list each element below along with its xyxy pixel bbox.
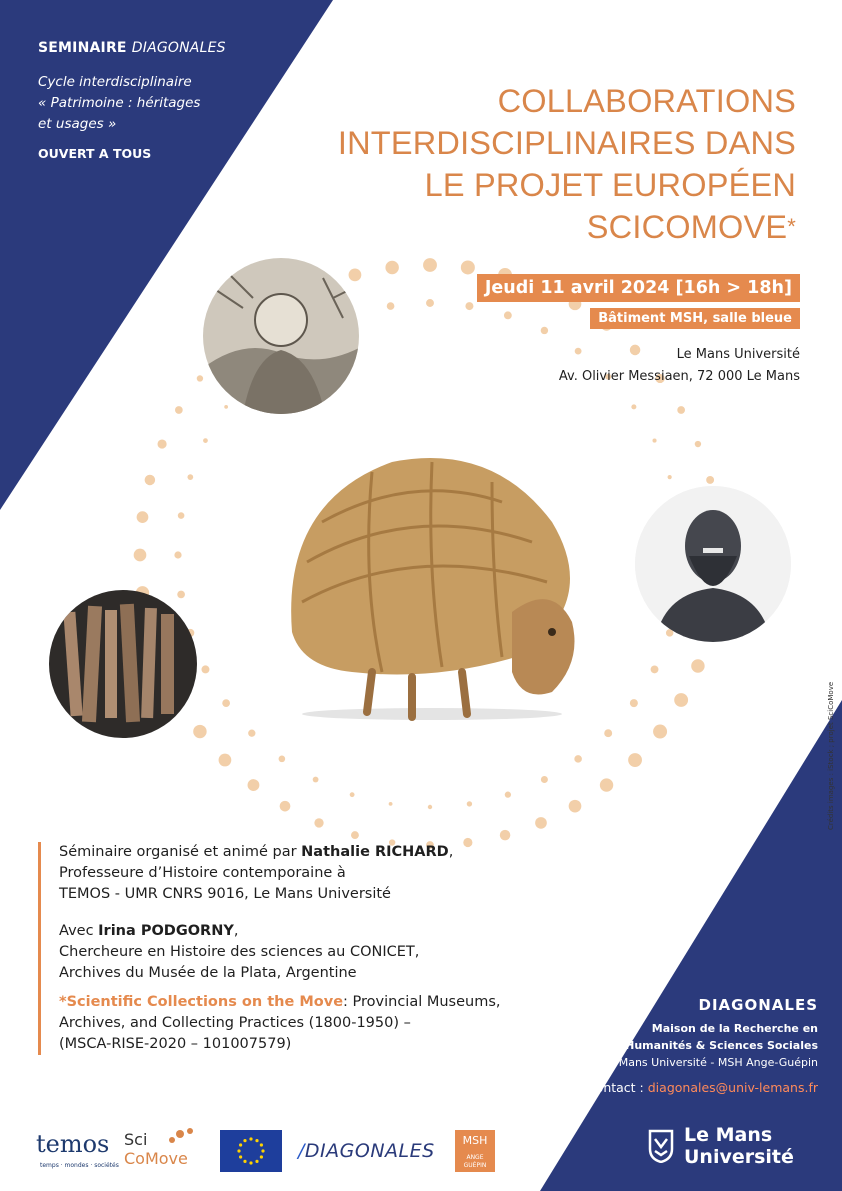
ring-dot [651, 665, 659, 673]
ring-dot [628, 753, 642, 767]
diagonales-title: DIAGONALES [698, 996, 818, 1014]
ring-dot [465, 302, 473, 310]
ring-dot [279, 756, 286, 763]
ring-dot [461, 260, 475, 274]
main-title [276, 80, 796, 248]
ring-dot [541, 327, 548, 334]
wooden-sticks-image [49, 590, 197, 738]
eu-star-icon [239, 1155, 242, 1158]
ring-dot [349, 269, 362, 282]
ring-dot [630, 699, 638, 707]
eu-star-icon [261, 1149, 264, 1152]
ring-dot [248, 730, 255, 737]
ring-dot [203, 438, 208, 443]
ring-dot [145, 475, 156, 486]
ring-dot [674, 693, 688, 707]
series-label: SEMINAIRE [38, 40, 127, 56]
ring-dot [600, 778, 613, 791]
ring-dot [695, 441, 701, 447]
ring-dot [175, 406, 183, 414]
eu-star-icon [237, 1149, 240, 1152]
le-mans-universite-logo [648, 1124, 794, 1168]
slash-icon: / [298, 1140, 305, 1162]
le-mans-shield-icon [648, 1129, 674, 1163]
eu-stars-icon [220, 1130, 282, 1172]
title-line: COLLABORATIONS [497, 83, 796, 119]
ring-dot [219, 754, 232, 767]
project-acronym: SCICOMOVE [586, 209, 788, 245]
armadillo-image [262, 432, 602, 722]
ring-dot [193, 725, 206, 738]
ring-dot [428, 805, 432, 809]
guest-affiliation: Archives du Musée de la Plata, Argentine [59, 965, 357, 981]
ring-dot [350, 792, 355, 797]
logo-text: DIAGONALES [304, 1140, 435, 1162]
diagonales-subtitle: Maison de la Recherche en [651, 1022, 818, 1035]
ring-dot [313, 777, 319, 783]
ring-dot [187, 474, 193, 480]
title-line [276, 206, 796, 248]
series-title [38, 40, 226, 56]
eu-flag-logo [220, 1130, 282, 1172]
msh-ange-guepin-logo [455, 1130, 495, 1172]
eu-star-icon [243, 1139, 246, 1142]
guest-paragraph: Avec Irina PODGORNY, Chercheure en Histoire des sciences au CONICET, Archives du Musée de la Plata, Argentine [59, 923, 420, 981]
ring-dot [467, 801, 472, 806]
contact-line [518, 1080, 818, 1095]
logo-text: CoMove [124, 1149, 188, 1168]
ring-dot [197, 375, 203, 381]
ring-dot [426, 299, 434, 307]
bottom-right-navy-triangle [540, 700, 842, 1191]
ring-dot [423, 258, 437, 272]
temos-logo: temos [36, 1130, 110, 1158]
cycle-line: Cycle interdisciplinaire [38, 74, 192, 90]
cycle-line: « Patrimoine : héritages [38, 95, 201, 111]
diagonales-subtitle: Humanités & Sciences Sociales [625, 1039, 818, 1052]
ring-dot [137, 511, 149, 523]
event-date-badge: Jeudi 11 avril 2024 [16h > 18h] [477, 274, 800, 302]
eu-star-icon [243, 1160, 246, 1163]
ring-dot [314, 818, 323, 827]
eu-star-icon [260, 1143, 263, 1146]
asterisk: * [787, 214, 796, 239]
prehistoric-bust-image [635, 486, 791, 642]
ring-dot [668, 475, 672, 479]
speakers-info [38, 842, 518, 1055]
diagonales-university: Le Mans Université - MSH Ange-Guépin [602, 1056, 818, 1069]
ring-dot [385, 261, 398, 274]
ring-dot [652, 439, 656, 443]
project-name: *Scientific Collections on the Move [59, 994, 344, 1010]
ring-dot [535, 817, 547, 829]
diagonales-logo [298, 1140, 435, 1162]
ring-dot [387, 302, 395, 310]
ring-dot [248, 779, 260, 791]
portrait-engraving-image [203, 258, 359, 414]
open-to-all-label: OUVERT A TOUS [38, 146, 152, 161]
logo-text: Université [684, 1146, 794, 1168]
ring-dot [677, 406, 685, 414]
eu-star-icon [239, 1143, 242, 1146]
ring-dot [505, 792, 511, 798]
ring-dot [134, 549, 147, 562]
ring-dot [201, 665, 209, 673]
project-grant: (MSCA-RISE-2020 – 101007579) [59, 1036, 292, 1052]
contact-email-link[interactable]: diagonales@univ-lemans.fr [647, 1080, 818, 1095]
project-paragraph [59, 992, 518, 1055]
project-desc: Archives, and Collecting Practices (1800-1950) – [59, 1015, 411, 1031]
diagonales-contact-block [518, 996, 818, 1095]
ring-dot [157, 439, 166, 448]
ring-dot [280, 801, 291, 812]
event-place-badge: Bâtiment MSH, salle bleue [590, 308, 800, 329]
eu-star-icon [255, 1160, 258, 1163]
ring-dot [178, 512, 185, 519]
title-line: INTERDISCIPLINAIRES DANS [337, 125, 796, 161]
ring-dot [174, 551, 181, 558]
ring-dot [706, 476, 714, 484]
scicomove-dots-icon [166, 1126, 196, 1146]
address-line: Le Mans Université [676, 347, 800, 362]
ring-dot [351, 831, 359, 839]
address-line: Av. Olivier Messiaen, 72 000 Le Mans [558, 369, 800, 384]
ring-dot [631, 404, 636, 409]
eu-star-icon [249, 1137, 252, 1140]
eu-star-icon [255, 1139, 258, 1142]
eu-star-icon [260, 1155, 263, 1158]
logo-text: ANGE GUÉPIN [463, 1154, 487, 1169]
organizer-lab: TEMOS - UMR CNRS 9016, Le Mans Université [59, 886, 391, 902]
guest-name: Irina PODGORNY [98, 923, 234, 939]
temos-tagline: temps · mondes · sociétés [40, 1162, 119, 1169]
ring-dot [541, 776, 548, 783]
ring-dot [604, 729, 612, 737]
ring-dot [177, 591, 185, 599]
organizer-intro: Séminaire organisé et animé par [59, 844, 302, 860]
cycle-description [38, 72, 238, 135]
logo-text: MSH [462, 1134, 488, 1147]
ring-dot [569, 800, 582, 813]
image-credits: Crédits images : iStock ; projet SciCoMove [827, 681, 835, 830]
ring-dot [653, 725, 667, 739]
ring-dot [504, 311, 512, 319]
logo-text: Le Mans [684, 1124, 773, 1146]
organizer-role: Professeure d’Histoire contemporaine à [59, 865, 346, 881]
guest-role: Chercheure en Histoire des sciences au CONICET, [59, 944, 420, 960]
ring-dot [222, 699, 230, 707]
guest-intro: Avec [59, 923, 99, 939]
series-name: DIAGONALES [131, 40, 226, 56]
ring-dot [574, 755, 582, 763]
ring-dot [389, 802, 393, 806]
title-line: LE PROJET EUROPÉEN [424, 167, 796, 203]
organizer-paragraph: Séminaire organisé et animé par Nathalie RICHARD, Professeure d’Histoire contemporaine à TEMOS - UMR CNRS 9016, Le Mans Université [59, 844, 454, 902]
ring-dot [224, 405, 228, 409]
ring-dot [691, 659, 704, 672]
cycle-line: et usages » [38, 116, 117, 132]
ring-dot [500, 830, 511, 841]
eu-star-icon [249, 1161, 252, 1164]
project-desc: : Provincial Museums, [343, 994, 501, 1010]
event-address [559, 344, 800, 388]
logo-text: Sci [124, 1130, 148, 1149]
organizer-name: Nathalie RICHARD [301, 844, 449, 860]
contact-label: Contact : [586, 1080, 648, 1095]
